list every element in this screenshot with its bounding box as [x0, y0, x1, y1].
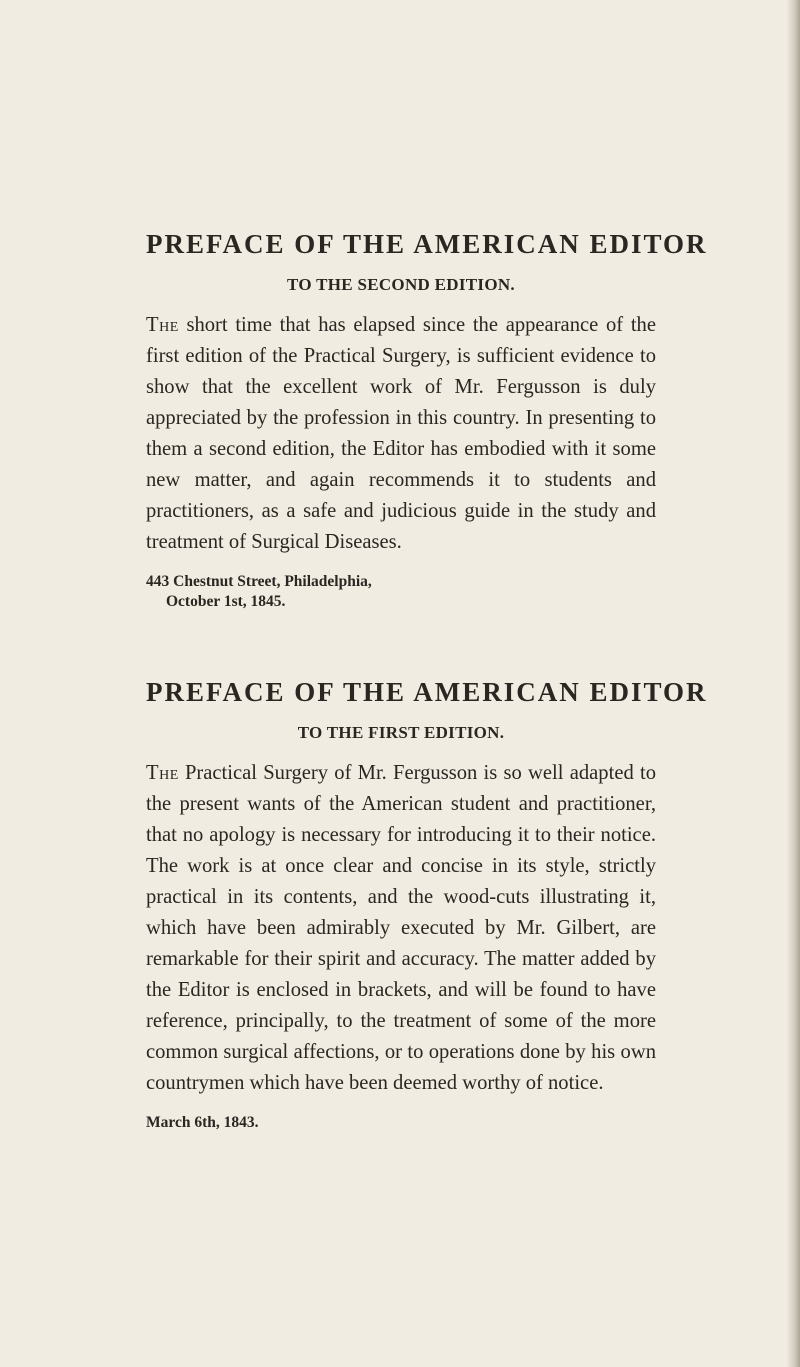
preface-second-address: 443 Chestnut Street, Philadelphia,	[146, 573, 372, 590]
preface-second-body-text: short time that has elapsed since the appearance of the first edition of the Practical Surgery, is sufficient evidence to show that the excellent work of Mr. Fergusson is duly appreciated by the profession in this country. In presenting to them a second edition, the Editor has embodied with it some new matter, and again recommends it to students and practitioners, as a safe and judicious guide in the study and treatment of Surgical Diseases.	[146, 314, 656, 553]
preface-second-date: October 1st, 1845.	[166, 593, 286, 610]
preface-second-edition	[146, 228, 708, 612]
preface-second-body	[146, 310, 656, 558]
preface-second-lead-word: The	[146, 314, 179, 336]
preface-first-date: March 6th, 1843.	[146, 1114, 259, 1131]
preface-first-body	[146, 758, 656, 1099]
preface-second-subheading: TO THE SECOND EDITION.	[287, 275, 515, 294]
preface-first-body-text: Practical Surgery of Mr. Fergusson is so well adapted to the present wants of the American student and practitioner, that no apology is necessary for introducing it to their notice. The work is at once clear and concise in its style, strictly practical in its contents, and the wood-cuts illustrating it, which have been admirably executed by Mr. Gilbert, are remarkable for their spirit and accuracy. The matter added by the Editor is enclosed in brackets, and will be found to have reference, principally, to the treatment of some of the more common surgical affections, or to operations done by his own countrymen which have been deemed worthy of notice.	[146, 762, 656, 1094]
preface-first-lead-word: The	[146, 762, 179, 784]
preface-first-edition	[146, 676, 708, 1133]
preface-second-signoff	[146, 572, 656, 612]
preface-first-heading: PREFACE OF THE AMERICAN EDITOR	[146, 677, 708, 707]
preface-first-subheading: TO THE FIRST EDITION.	[297, 723, 505, 742]
preface-second-heading: PREFACE OF THE AMERICAN EDITOR	[146, 229, 708, 259]
page-edge-shadow	[786, 0, 800, 1367]
